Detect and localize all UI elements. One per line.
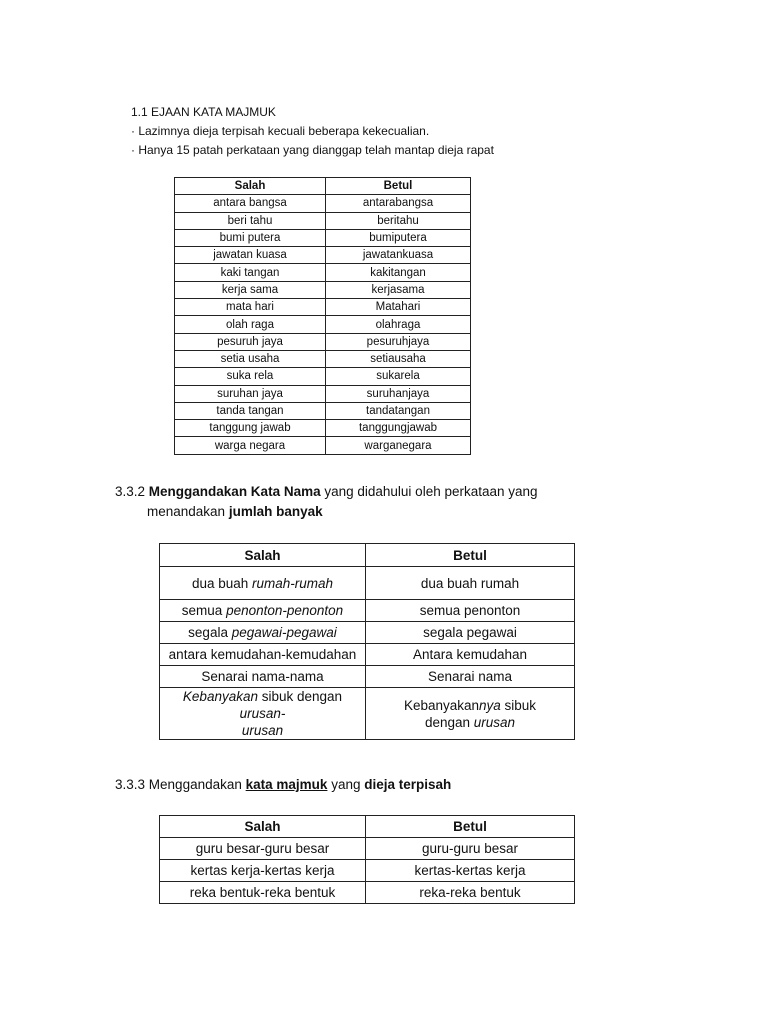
cell-salah: kaki tangan (175, 264, 326, 281)
header-betul: Betul (366, 544, 575, 567)
cell-salah: olah raga (175, 316, 326, 333)
table-row (175, 264, 471, 281)
table-kata-majmuk-terpisah (159, 815, 575, 904)
cell-salah: beri tahu (175, 212, 326, 229)
cell-betul: tandatangan (326, 402, 471, 419)
section-number: 3.3.2 (115, 484, 146, 499)
cell-betul: dua buah rumah (366, 567, 575, 600)
heading-underlined: kata majmuk (245, 777, 328, 792)
cell-betul: reka-reka bentuk (366, 882, 575, 904)
heading-text: menandakan (147, 504, 226, 519)
cell-salah: suka rela (175, 368, 326, 385)
heading-text: Menggandakan (148, 777, 242, 792)
cell-salah: suruhan jaya (175, 385, 326, 402)
cell-betul: guru-guru besar (366, 838, 575, 860)
cell-salah: jawatan kuasa (175, 247, 326, 264)
cell-betul: sukarela (326, 368, 471, 385)
cell-salah: tanda tangan (175, 402, 326, 419)
heading-bold: dieja terpisah (364, 777, 452, 792)
table-row (175, 333, 471, 350)
cell-salah: kerja sama (175, 281, 326, 298)
cell-betul: segala pegawai (366, 622, 575, 644)
table-row (160, 838, 575, 860)
table-row (160, 644, 575, 666)
section-heading (115, 777, 451, 792)
cell-betul: olahraga (326, 316, 471, 333)
cell-salah: segala pegawai-pegawai (160, 622, 366, 644)
cell-betul: suruhanjaya (326, 385, 471, 402)
table-row (175, 420, 471, 437)
cell-betul: pesuruhjaya (326, 333, 471, 350)
cell-salah: semua penonton-penonton (160, 600, 366, 622)
cell-salah: pesuruh jaya (175, 333, 326, 350)
section-heading (115, 484, 538, 499)
table-row (175, 299, 471, 316)
header-betul: Betul (366, 816, 575, 838)
cell-salah: mata hari (175, 299, 326, 316)
table-row (160, 688, 575, 740)
section-heading: 1.1 EJAAN KATA MAJMUK (131, 105, 276, 119)
table-row (175, 281, 471, 298)
cell-salah: dua buah rumah-rumah (160, 567, 366, 600)
cell-betul: kakitangan (326, 264, 471, 281)
section-heading-continued (147, 504, 323, 519)
table-row (175, 195, 471, 212)
heading-bold: Menggandakan Kata Nama (148, 484, 321, 499)
section-number: 3.3.3 (115, 777, 146, 792)
table-row (160, 860, 575, 882)
bullet-line: · Lazimnya dieja terpisah kecuali beberapa kekecualian. (131, 124, 430, 138)
header-salah: Salah (160, 544, 366, 567)
table-row (175, 247, 471, 264)
cell-betul: jawatankuasa (326, 247, 471, 264)
table-row (160, 882, 575, 904)
table-header-row (175, 178, 471, 195)
heading-bold: jumlah banyak (228, 504, 323, 519)
cell-salah: reka bentuk-reka bentuk (160, 882, 366, 904)
cell-salah: tanggung jawab (175, 420, 326, 437)
header-salah: Salah (175, 178, 326, 195)
table-row (160, 567, 575, 600)
table-row (160, 666, 575, 688)
cell-salah: bumi putera (175, 229, 326, 246)
cell-salah: warga negara (175, 437, 326, 454)
cell-salah: Kebanyakan sibuk dengan urusan- urusan (160, 688, 366, 740)
table-kata-nama (159, 543, 575, 740)
cell-betul: tanggungjawab (326, 420, 471, 437)
cell-betul: Senarai nama (366, 666, 575, 688)
cell-betul: setiausaha (326, 350, 471, 367)
bullet-line: · Hanya 15 patah perkataan yang dianggap telah mantap dieja rapat (131, 143, 494, 157)
cell-salah: kertas kerja-kertas kerja (160, 860, 366, 882)
cell-salah: Senarai nama-nama (160, 666, 366, 688)
table-kata-majmuk (174, 177, 471, 455)
heading-text: yang (331, 777, 361, 792)
table-row (175, 229, 471, 246)
cell-betul: antarabangsa (326, 195, 471, 212)
cell-salah: setia usaha (175, 350, 326, 367)
header-salah: Salah (160, 816, 366, 838)
cell-salah: antara bangsa (175, 195, 326, 212)
cell-betul: Matahari (326, 299, 471, 316)
cell-betul: kerjasama (326, 281, 471, 298)
table-row (175, 385, 471, 402)
table-header-row (160, 816, 575, 838)
cell-betul: bumiputera (326, 229, 471, 246)
cell-betul: Antara kemudahan (366, 644, 575, 666)
header-betul: Betul (326, 178, 471, 195)
cell-betul: Kebanyakannya sibuk dengan urusan (366, 688, 575, 740)
table-row (175, 402, 471, 419)
table-row (175, 437, 471, 454)
table-row (175, 368, 471, 385)
table-row (175, 212, 471, 229)
cell-betul: beritahu (326, 212, 471, 229)
cell-betul: kertas-kertas kerja (366, 860, 575, 882)
table-row (175, 350, 471, 367)
table-header-row (160, 544, 575, 567)
table-row (160, 600, 575, 622)
cell-salah: guru besar-guru besar (160, 838, 366, 860)
cell-betul: semua penonton (366, 600, 575, 622)
heading-text: yang didahului oleh perkataan yang (324, 484, 538, 499)
table-row (160, 622, 575, 644)
cell-betul: warganegara (326, 437, 471, 454)
table-row (175, 316, 471, 333)
cell-salah: antara kemudahan-kemudahan (160, 644, 366, 666)
